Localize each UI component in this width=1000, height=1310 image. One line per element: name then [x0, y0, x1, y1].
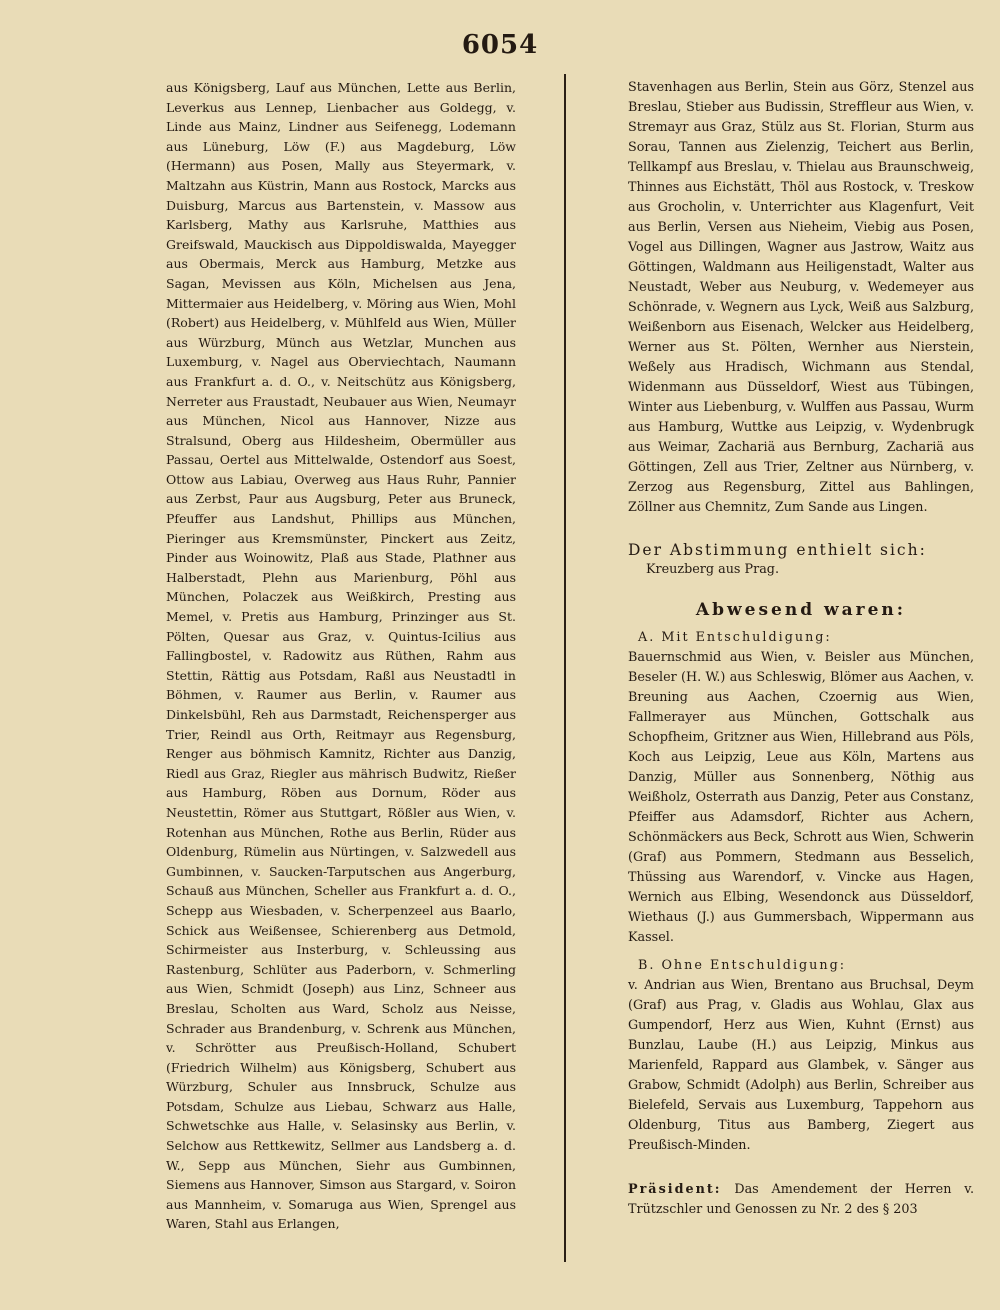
excused-heading: A. Mit Entschuldigung:	[638, 630, 832, 645]
left-column	[166, 78, 516, 1234]
abstained-heading: Der Abstimmung enthielt sich:	[628, 541, 927, 559]
page-number: 6054	[461, 30, 539, 60]
president-label: Präsident:	[628, 1182, 722, 1197]
absent-heading: Abwesend waren:	[695, 600, 907, 620]
unexcused-text: v. Andrian aus Wien, Brentano aus Bruchsal, Deym (Graf) aus Prag, v. Gladis aus Wohlau, Glax aus Gumpendorf, Herz aus Wien, Kuhnt (Ernst) aus Bunzlau, Laube (H.) aus Leipzig, Minkus aus Marienfeld, Rappard aus Glambek, v. Sänger aus Grabow, Schmidt (Adolph) aus Berlin, Schreiber aus Bielefeld, Servais aus Luxemburg, Tappehorn aus Oldenburg, Titus aus Bamberg, Ziegert aus Preußisch-Minden.	[628, 978, 974, 1153]
right-column	[628, 78, 974, 1220]
abstained-text: Kreuzberg aus Prag.	[646, 562, 780, 577]
unexcused-heading: B. Ohne Entschuldigung:	[638, 958, 847, 973]
president-text: Das Amendement der Herren v. Trützschler und Genossen zu Nr. 2 des § 203	[628, 1182, 974, 1217]
column-divider	[564, 74, 566, 1262]
president-paragraph	[628, 1180, 974, 1220]
excused-text: Bauernschmid aus Wien, v. Beisler aus München, Beseler (H. W.) aus Schleswig, Blömer aus Aachen, v. Breuning aus Aachen, Czoernig aus Wien, Fallmerayer aus München, Gottschalk aus Schopfheim, Gritzner aus Wien, Hillebrand aus Pöls, Koch aus Leipzig, Leue aus Köln, Martens aus Danzig, Müller aus Sonnenberg, Nöthig aus Weißholz, Osterrath aus Danzig, Peter aus Constanz, Pfeiffer aus Adamsdorf, Richter aus Achern, Schönmäckers aus Beck, Schrott aus Wien, Schwerin (Graf) aus Pommern, Stedmann aus Besselich, Thüssing aus Warendorf, v. Vincke aus Hagen, Wernich aus Elbing, Wesendonck aus Düsseldorf, Wiethaus (J.) aus Gummersbach, Wippermann aus Kassel.	[628, 650, 974, 945]
continuation-text: Stavenhagen aus Berlin, Stein aus Görz, Stenzel aus Breslau, Stieber aus Budissin, Streffleur aus Wien, v. Stremayr aus Graz, Stülz aus St. Florian, Sturm aus Sorau, Tannen aus Zielenzig, Teichert aus Berlin, Tellkampf aus Breslau, v. Thielau aus Braunschweig, Thinnes aus Eichstätt, Thöl aus Rostock, v. Treskow aus Grocholin, v. Unterrichter aus Klagenfurt, Veit aus Berlin, Versen aus Nieheim, Viebig aus Posen, Vogel aus Dillingen, Wagner aus Jastrow, Waitz aus Göttingen, Waldmann aus Heiligenstadt, Walter aus Neustadt, Weber aus Neuburg, v. Wedemeyer aus Schönrade, v. Wegnern aus Lyck, Weiß aus Salzburg, Weißenborn aus Eisenach, Welcker aus Heidelberg, Werner aus St. Pölten, Wernher aus Nierstein, Weßely aus Hradisch, Wichmann aus Stendal, Widenmann aus Düsseldorf, Wiest aus Tübingen, Winter aus Liebenburg, v. Wulffen aus Passau, Wurm aus Hamburg, Wuttke aus Leipzig, v. Wydenbrugk aus Weimar, Zachariä aus Bernburg, Zachariä aus Göttingen, Zell aus Trier, Zeltner aus Nürnberg, v. Zerzog aus Regensburg, Zittel aus Bahlingen, Zöllner aus Chemnitz, Zum Sande aus Lingen.	[628, 80, 974, 515]
left-column-text: aus Königsberg, Lauf aus München, Lette aus Berlin, Leverkus aus Lennep, Lienbacher aus Goldegg, v. Linde aus Mainz, Lindner aus Seifenegg, Lodemann aus Lüneburg, Löw (F.) aus Magdeburg, Löw (Hermann) aus Posen, Mally aus Steyermark, v. Maltzahn aus Küstrin, Mann aus Rostock, Marcks aus Duisburg, Marcus aus Bartenstein, v. Massow aus Karlsberg, Mathy aus Karlsruhe, Matthies aus Greifswald, Mauckisch aus Dippoldiswalda, Mayegger aus Obermais, Merck aus Hamburg, Metzke aus Sagan, Mevissen aus Köln, Michelsen aus Jena, Mittermaier aus Heidelberg, v. Möring aus Wien, Mohl (Robert) aus Heidelberg, v. Mühlfeld aus Wien, Müller aus Würzburg, Münch aus Wetzlar, Munchen aus Luxemburg, v. Nagel aus Oberviechtach, Naumann aus Frankfurt a. d. O., v. Neitschütz aus Königsberg, Nerreter aus Fraustadt, Neubauer aus Wien, Neumayr aus München, Nicol aus Hannover, Nizze aus Stralsund, Oberg aus Hildesheim, Obermüller aus Passau, Oertel aus Mittelwalde, Ostendorf aus Soest, Ottow aus Labiau, Overweg aus Haus Ruhr, Pannier aus Zerbst, Paur aus Augsburg, Peter aus Bruneck, Pfeuffer aus Landshut, Phillips aus München, Pieringer aus Kremsmünster, Pinckert aus Zeitz, Pinder aus Woinowitz, Plaß aus Stade, Plathner aus Halberstadt, Plehn aus Marienburg, Pöhl aus München, Polaczek aus Weißkirch, Presting aus Memel, v. Pretis aus Hamburg, Prinzinger aus St. Pölten, Quesar aus Graz, v. Quintus-Icilius aus Fallingbostel, v. Radowitz aus Rüthen, Rahm aus Stettin, Rättig aus Potsdam, Raßl aus Neustadtl in Böhmen, v. Raumer aus Berlin, v. Raumer aus Dinkelsbühl, Reh aus Darmstadt, Reichensperger aus Trier, Reindl aus Orth, Reitmayr aus Regensburg, Renger aus böhmisch Kamnitz, Richter aus Danzig, Riedl aus Graz, Riegler aus mährisch Budwitz, Rießer aus Hamburg, Röben aus Dornum, Röder aus Neustettin, Römer aus Stuttgart, Rößler aus Wien, v. Rotenhan aus München, Rothe aus Berlin, Rüder aus Oldenburg, Rümelin aus Nürtingen, v. Salzwedell aus Gumbinnen, v. Saucken-Tarputschen aus Angerburg, Schauß aus München, Scheller aus Frankfurt a. d. O., Schepp aus Wiesbaden, v. Scherpenzeel aus Baarlo, Schick aus Weißensee, Schierenberg aus Detmold, Schirmeister aus Insterburg, v. Schleussing aus Rastenburg, Schlüter aus Paderborn, v. Schmerling aus Wien, Schmidt (Joseph) aus Linz, Schneer aus Breslau, Scholten aus Ward, Scholz aus Neisse, Schrader aus Brandenburg, v. Schrenk aus München, v. Schrötter aus Preußisch-Holland, Schubert (Friedrich Wilhelm) aus Königsberg, Schubert aus Würzburg, Schuler aus Innsbruck, Schulze aus Potsdam, Schulze aus Liebau, Schwarz aus Halle, Schwetschke aus Halle, v. Selasinsky aus Berlin, v. Selchow aus Rettkewitz, Sellmer aus Landsberg a. d. W., Sepp aus München, Siehr aus Gumbinnen, Siemens aus Hannover, Simson aus Stargard, v. Soiron aus Mannheim, v. Somaruga aus Wien, Sprengel aus Waren, Stahl aus Erlangen,	[166, 80, 516, 1232]
